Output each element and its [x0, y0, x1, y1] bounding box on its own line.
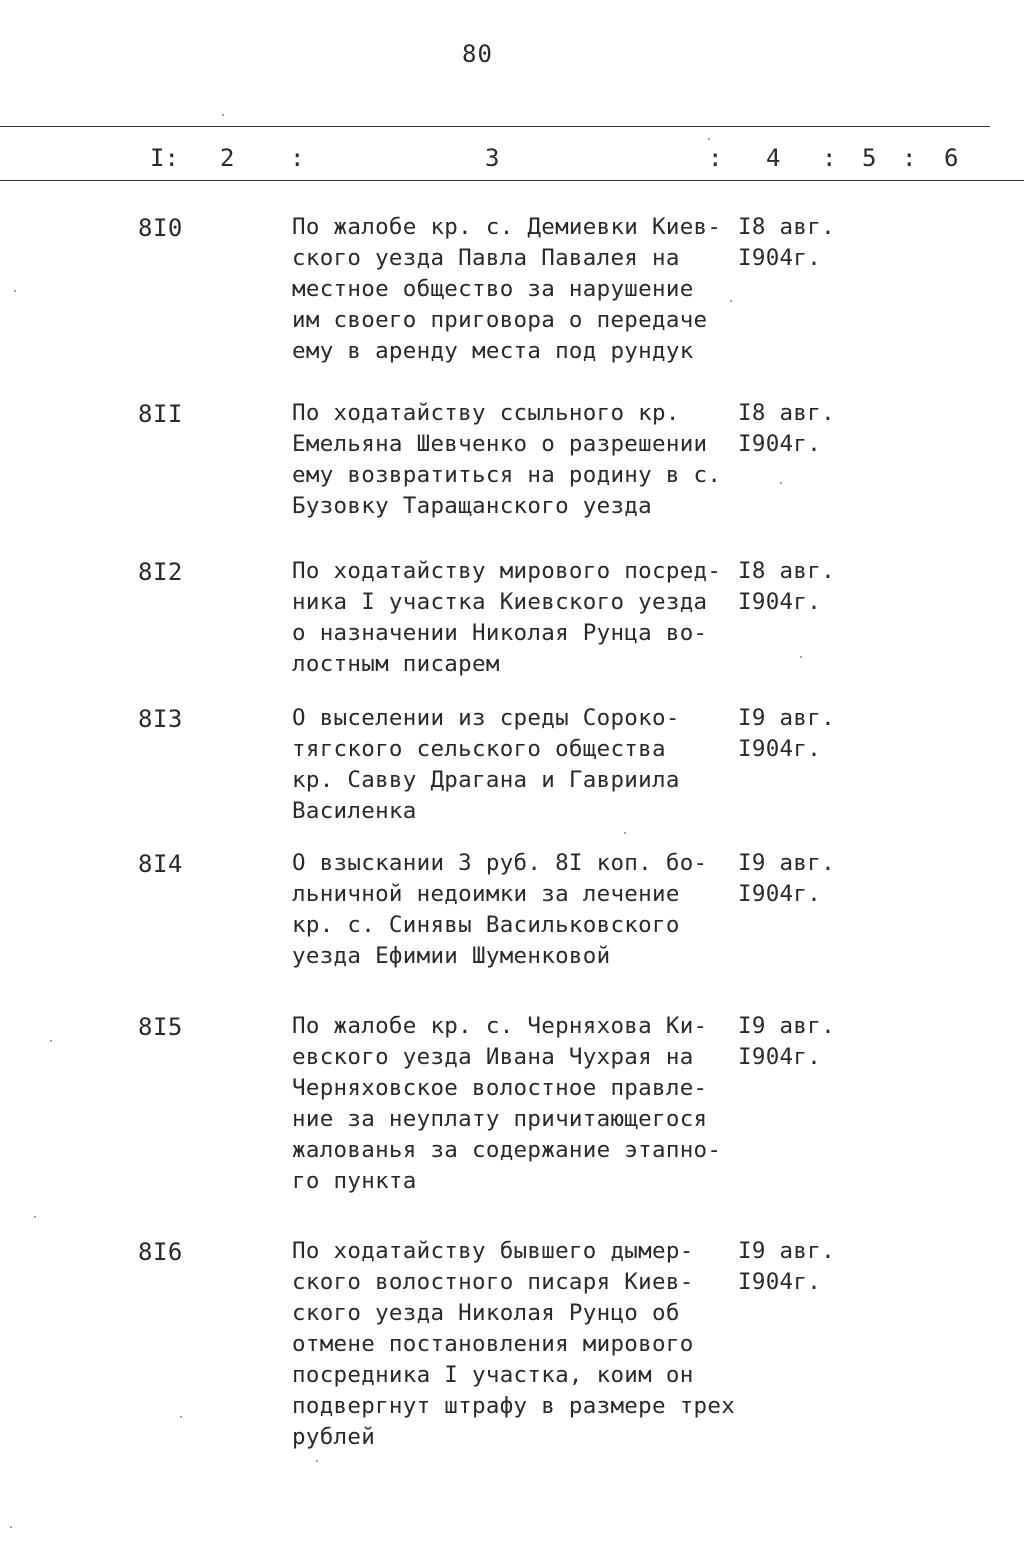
column-header-5: 5	[862, 144, 877, 172]
entry-date: I9 авг. I904г.	[738, 1238, 835, 1295]
entry-number: 8I4	[138, 850, 183, 878]
column-header-2: 2	[220, 144, 235, 172]
column-separator-3: :	[822, 144, 837, 172]
scan-speck	[780, 482, 782, 484]
entry-date: I8 авг. I904г.	[738, 214, 835, 271]
entry-date: I9 авг. I904г.	[738, 1013, 835, 1070]
scan-speck	[222, 114, 224, 116]
column-separator-1: :	[290, 144, 305, 172]
scan-speck	[730, 300, 732, 302]
page-number: 80	[462, 40, 493, 68]
entry-date: I8 авг. I904г.	[738, 400, 835, 457]
entry-number: 8II	[138, 400, 183, 428]
entry-description: По ходатайству мирового посред- ника I участка Киевского уезда о назначении Николая Рунца во- лостным писарем	[292, 558, 722, 677]
entry-date: I9 авг. I904г.	[738, 705, 835, 762]
column-header-4: 4	[766, 144, 781, 172]
entry-number: 8I0	[138, 214, 183, 242]
header-rule-bottom	[0, 180, 1024, 181]
scan-speck	[316, 1460, 318, 1462]
entry-date: I9 авг. I904г.	[738, 850, 835, 907]
header-rule-top	[0, 126, 990, 127]
entry-description: По ходатайству ссыльного кр. Емельяна Шевченко о разрешении ему возвратиться на родину в с. Бузовку Таращанского уезда	[292, 400, 722, 519]
entry-date: I8 авг. I904г.	[738, 558, 835, 615]
scan-speck	[50, 1040, 52, 1042]
entry-number: 8I3	[138, 705, 183, 733]
scan-speck	[180, 1416, 182, 1418]
entry-description: По ходатайству бывшего дымер- ского волостного писаря Киев- ского уезда Николая Рунцо об отмене постановления мирового посредника I участка, коим он подвергнут штрафу в размере трех рублей	[292, 1238, 736, 1450]
column-separator-4: :	[902, 144, 917, 172]
column-header-1: I:	[150, 144, 179, 172]
entry-description: По жалобе кр. с. Демиевки Киев- ского уезда Павла Павалея на местное общество за нарушение им своего приговора о передаче ему в аренду места под рундук	[292, 214, 722, 364]
column-separator-2: :	[708, 144, 723, 172]
entry-number: 8I6	[138, 1238, 183, 1266]
scan-speck	[34, 1216, 36, 1218]
entry-number: 8I2	[138, 558, 183, 586]
entry-description: О взыскании 3 руб. 8I коп. бо- льничной недоимки за лечение кр. с. Синявы Васильковского уезда Ефимии Шуменковой	[292, 850, 708, 969]
scan-speck	[708, 138, 710, 140]
entry-description: О выселении из среды Сороко- тягского сельского общества кр. Савву Драгана и Гавриила Василенка	[292, 705, 680, 824]
column-header-3: 3	[485, 144, 500, 172]
column-header-6: 6	[944, 144, 959, 172]
entry-description: По жалобе кр. с. Черняхова Ки- евского уезда Ивана Чухрая на Черняховское волостное правле- ние за неуплату причитающегося жалованья за содержание этапно- го пункта	[292, 1013, 722, 1194]
scan-speck	[14, 290, 16, 292]
entry-number: 8I5	[138, 1013, 183, 1041]
scan-speck	[10, 1526, 12, 1528]
scan-speck	[624, 832, 626, 834]
scan-speck	[800, 656, 802, 658]
